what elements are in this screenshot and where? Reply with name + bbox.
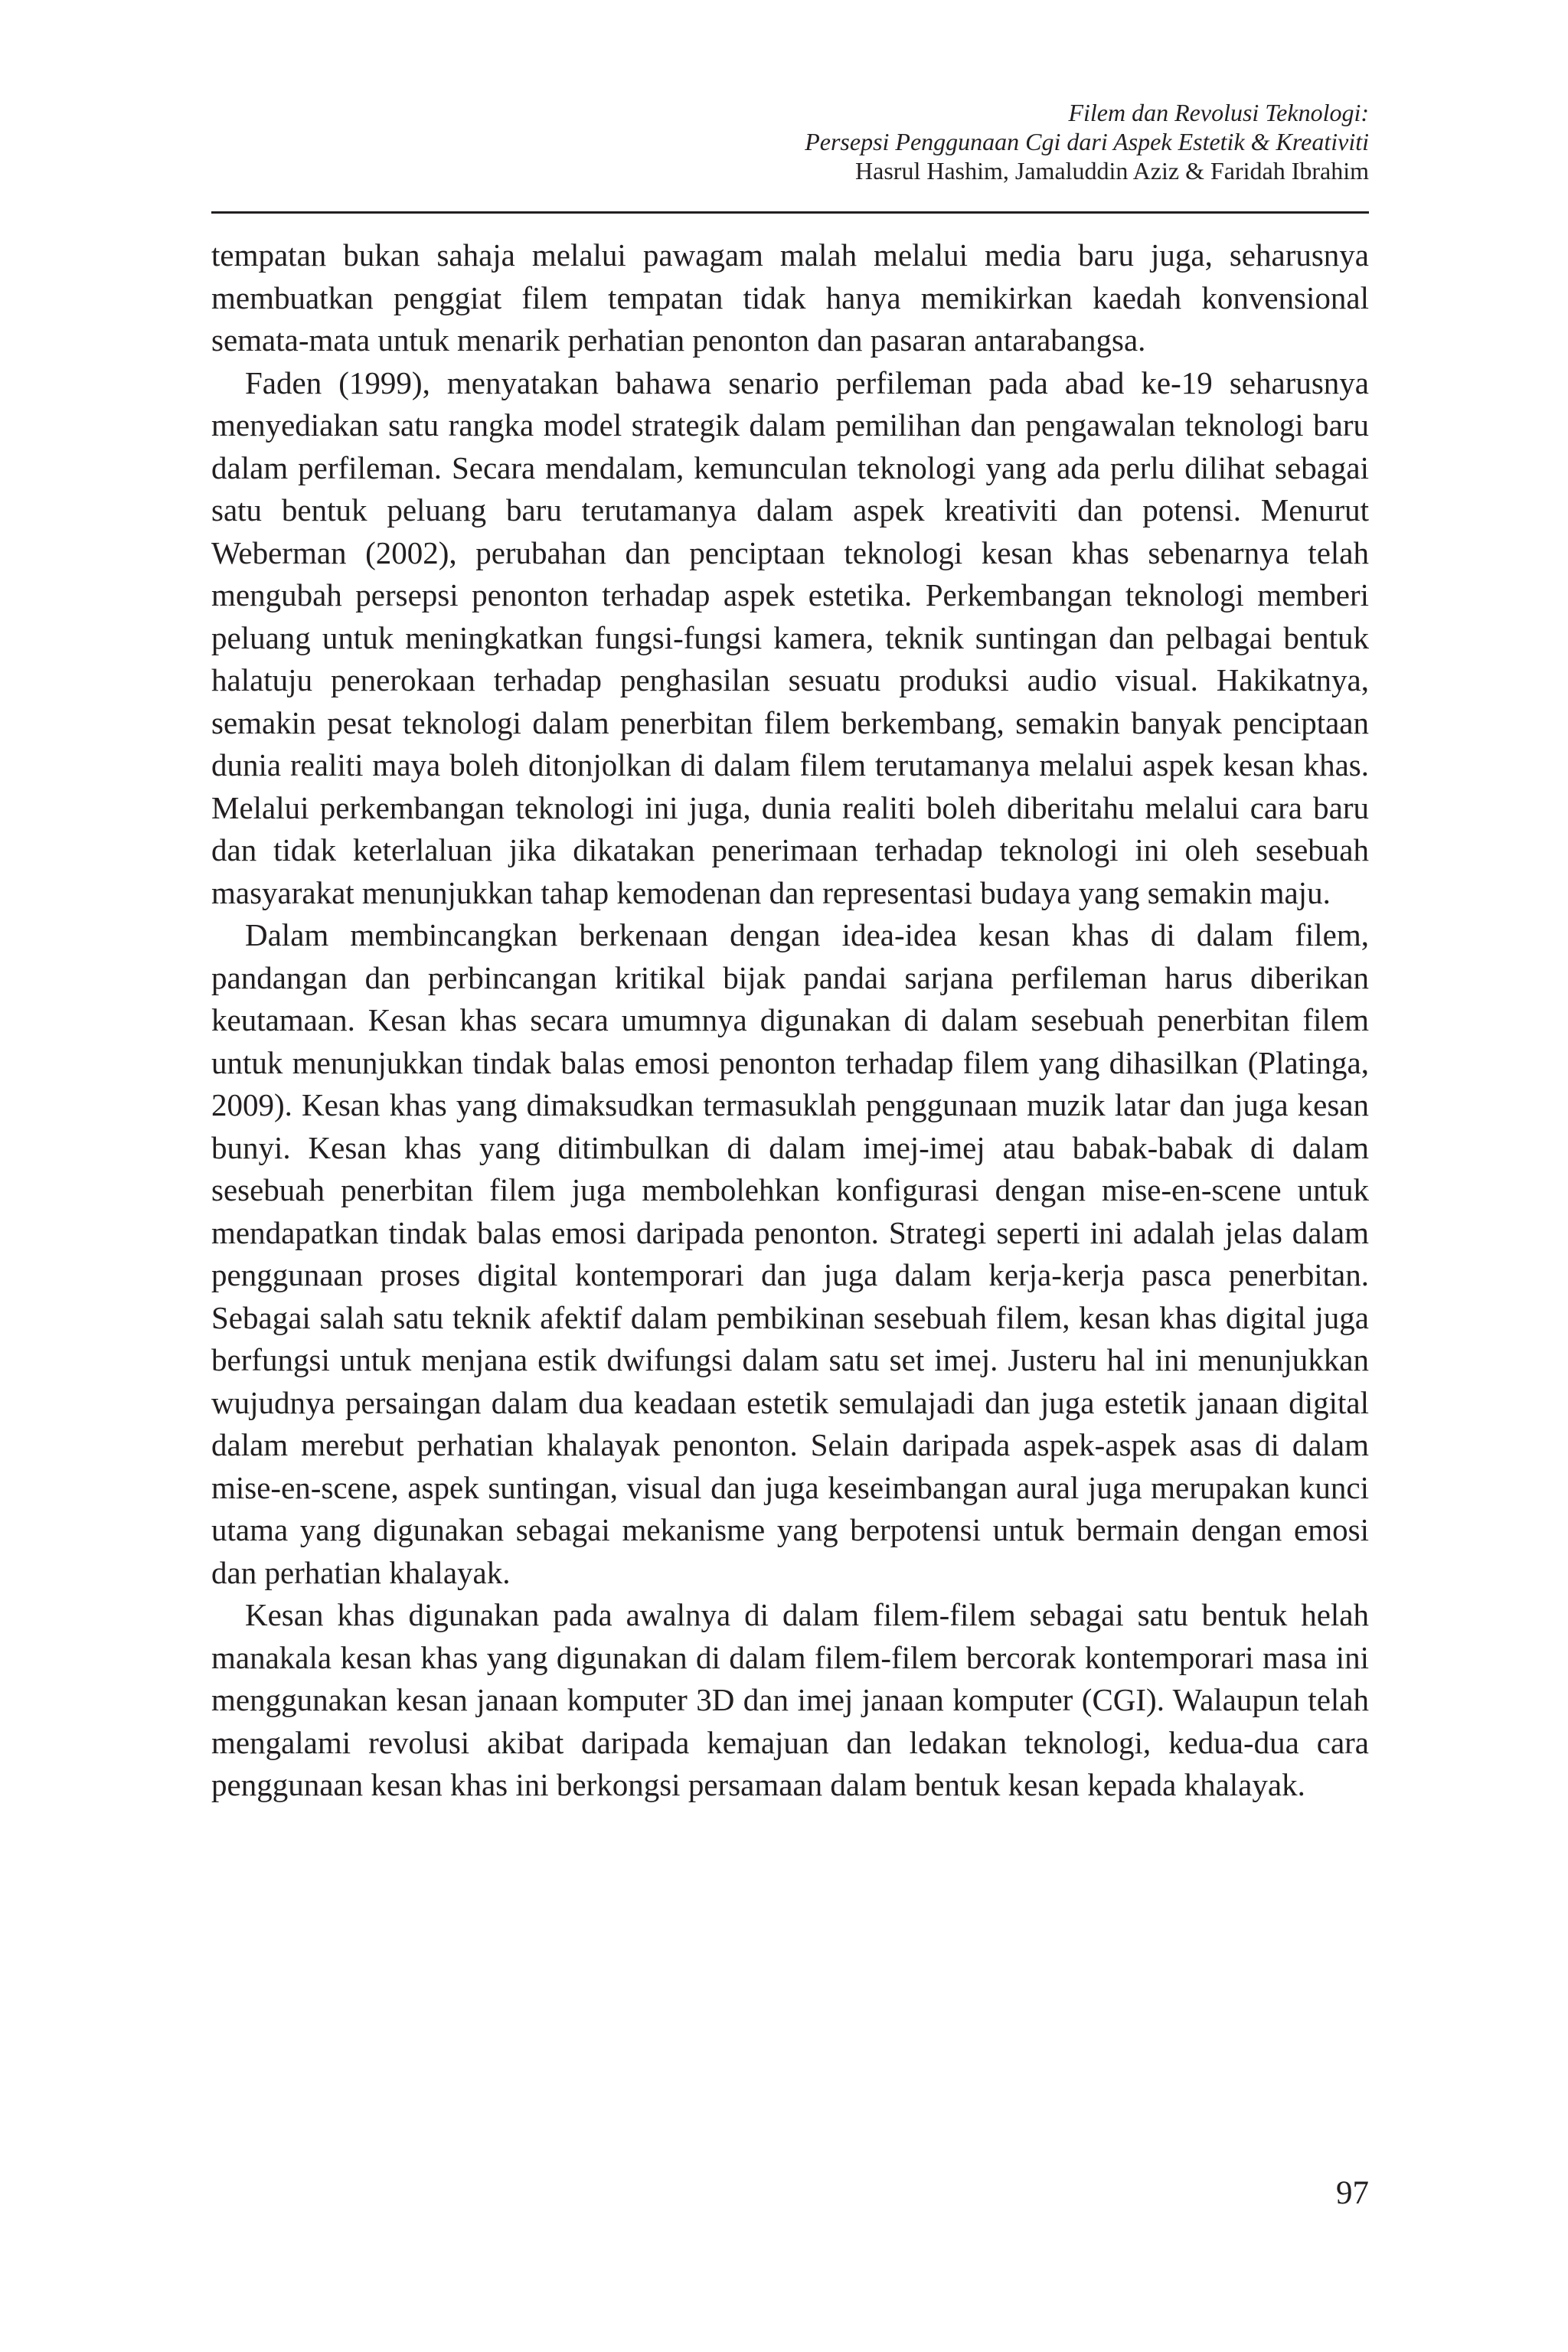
header-rule xyxy=(211,211,1369,214)
journal-title-line-1: Filem dan Revolusi Teknologi: xyxy=(1068,99,1369,126)
running-header xyxy=(211,98,1369,185)
paragraph: Faden (1999), menyatakan bahawa senario perfileman pada abad ke-19 seharusnya menyediakan satu rangka model strategik dalam pemilihan dan pengawalan teknologi baru dalam perfileman. Secara mendalam, kemunculan teknologi yang ada perlu dilihat sebagai satu bentuk peluang baru terutamanya dalam aspek kreativiti dan potensi. Menurut Weberman (2002), perubahan dan penciptaan teknologi kesan khas sebenarnya telah mengubah persepsi penonton terhadap aspek estetika. Perkembangan teknologi memberi peluang untuk meningkatkan fungsi-fungsi kamera, teknik suntingan dan pelbagai bentuk halatuju penerokaan terhadap penghasilan sesuatu produksi audio visual. Hakikatnya, semakin pesat teknologi dalam penerbitan filem berkembang, semakin banyak penciptaan dunia realiti maya boleh ditonjolkan di dalam filem terutamanya melalui aspek kesan khas. Melalui perkembangan teknologi ini juga, dunia realiti boleh diberitahu melalui cara baru dan tidak keterlaluan jika dikatakan penerimaan terhadap teknologi ini oleh sesebuah masyarakat menunjukkan tahap kemodenan dan representasi budaya yang semakin maju. xyxy=(211,364,1369,910)
paragraph: Dalam membincangkan berkenaan dengan idea-idea kesan khas di dalam filem, pandangan dan perbincangan kritikal bijak pandai sarjana perfileman harus diberikan keutamaan. Kesan khas secara umumnya digunakan di dalam sesebuah penerbitan filem untuk menunjukkan tindak balas emosi penonton terhadap filem yang dihasilkan (Platinga, 2009). Kesan khas yang dimaksudkan termasuklah penggunaan muzik latar dan juga kesan bunyi. Kesan khas yang ditimbulkan di dalam imej-imej atau babak-babak di dalam sesebuah penerbitan filem juga membolehkan konfigurasi dengan mise-en-scene untuk mendapatkan tindak balas emosi daripada penonton. Strategi seperti ini adalah jelas dalam penggunaan proses digital kontemporari dan juga dalam kerja-kerja pasca penerbitan. Sebagai salah satu teknik afektif dalam pembikinan sesebuah filem, kesan khas digital juga berfungsi untuk menjana estik dwifungsi dalam satu set imej. Justeru hal ini menunjukkan wujudnya persaingan dalam dua keadaan estetik semulajadi dan juga estetik janaan digital dalam merebut perhatian khalayak penonton. Selain daripada aspek-aspek asas di dalam mise-en-scene, aspek suntingan, visual dan juga keseimbangan aural juga merupakan kunci utama yang digunakan sebagai mekanisme yang berpotensi untuk bermain dengan emosi dan perhatian khalayak. xyxy=(211,917,1369,1590)
authors: Hasrul Hashim, Jamaluddin Aziz & Faridah Ibrahim xyxy=(855,157,1369,185)
journal-title-line-2: Persepsi Penggunaan Cgi dari Aspek Estetik & Kreativiti xyxy=(805,128,1369,155)
body-text xyxy=(211,234,1369,1807)
paragraph: Kesan khas digunakan pada awalnya di dalam filem-filem sebagai satu bentuk helah manakala kesan khas yang digunakan di dalam filem-filem bercorak kontemporari masa ini menggunakan kesan janaan komputer 3D dan imej janaan komputer (CGI). Walaupun telah mengalami revolusi akibat daripada kemajuan dan ledakan teknologi, kedua-dua cara penggunaan kesan khas ini berkongsi persamaan dalam bentuk kesan kepada khalayak. xyxy=(211,1597,1369,1802)
page-number: 97 xyxy=(1336,2175,1369,2211)
paragraph-continued: tempatan bukan sahaja melalui pawagam malah melalui media baru juga, seharusnya membuatkan penggiat filem tempatan tidak hanya memikirkan kaedah konvensional semata-mata untuk menarik perhatian penonton dan pasaran antarabangsa. xyxy=(211,237,1369,358)
